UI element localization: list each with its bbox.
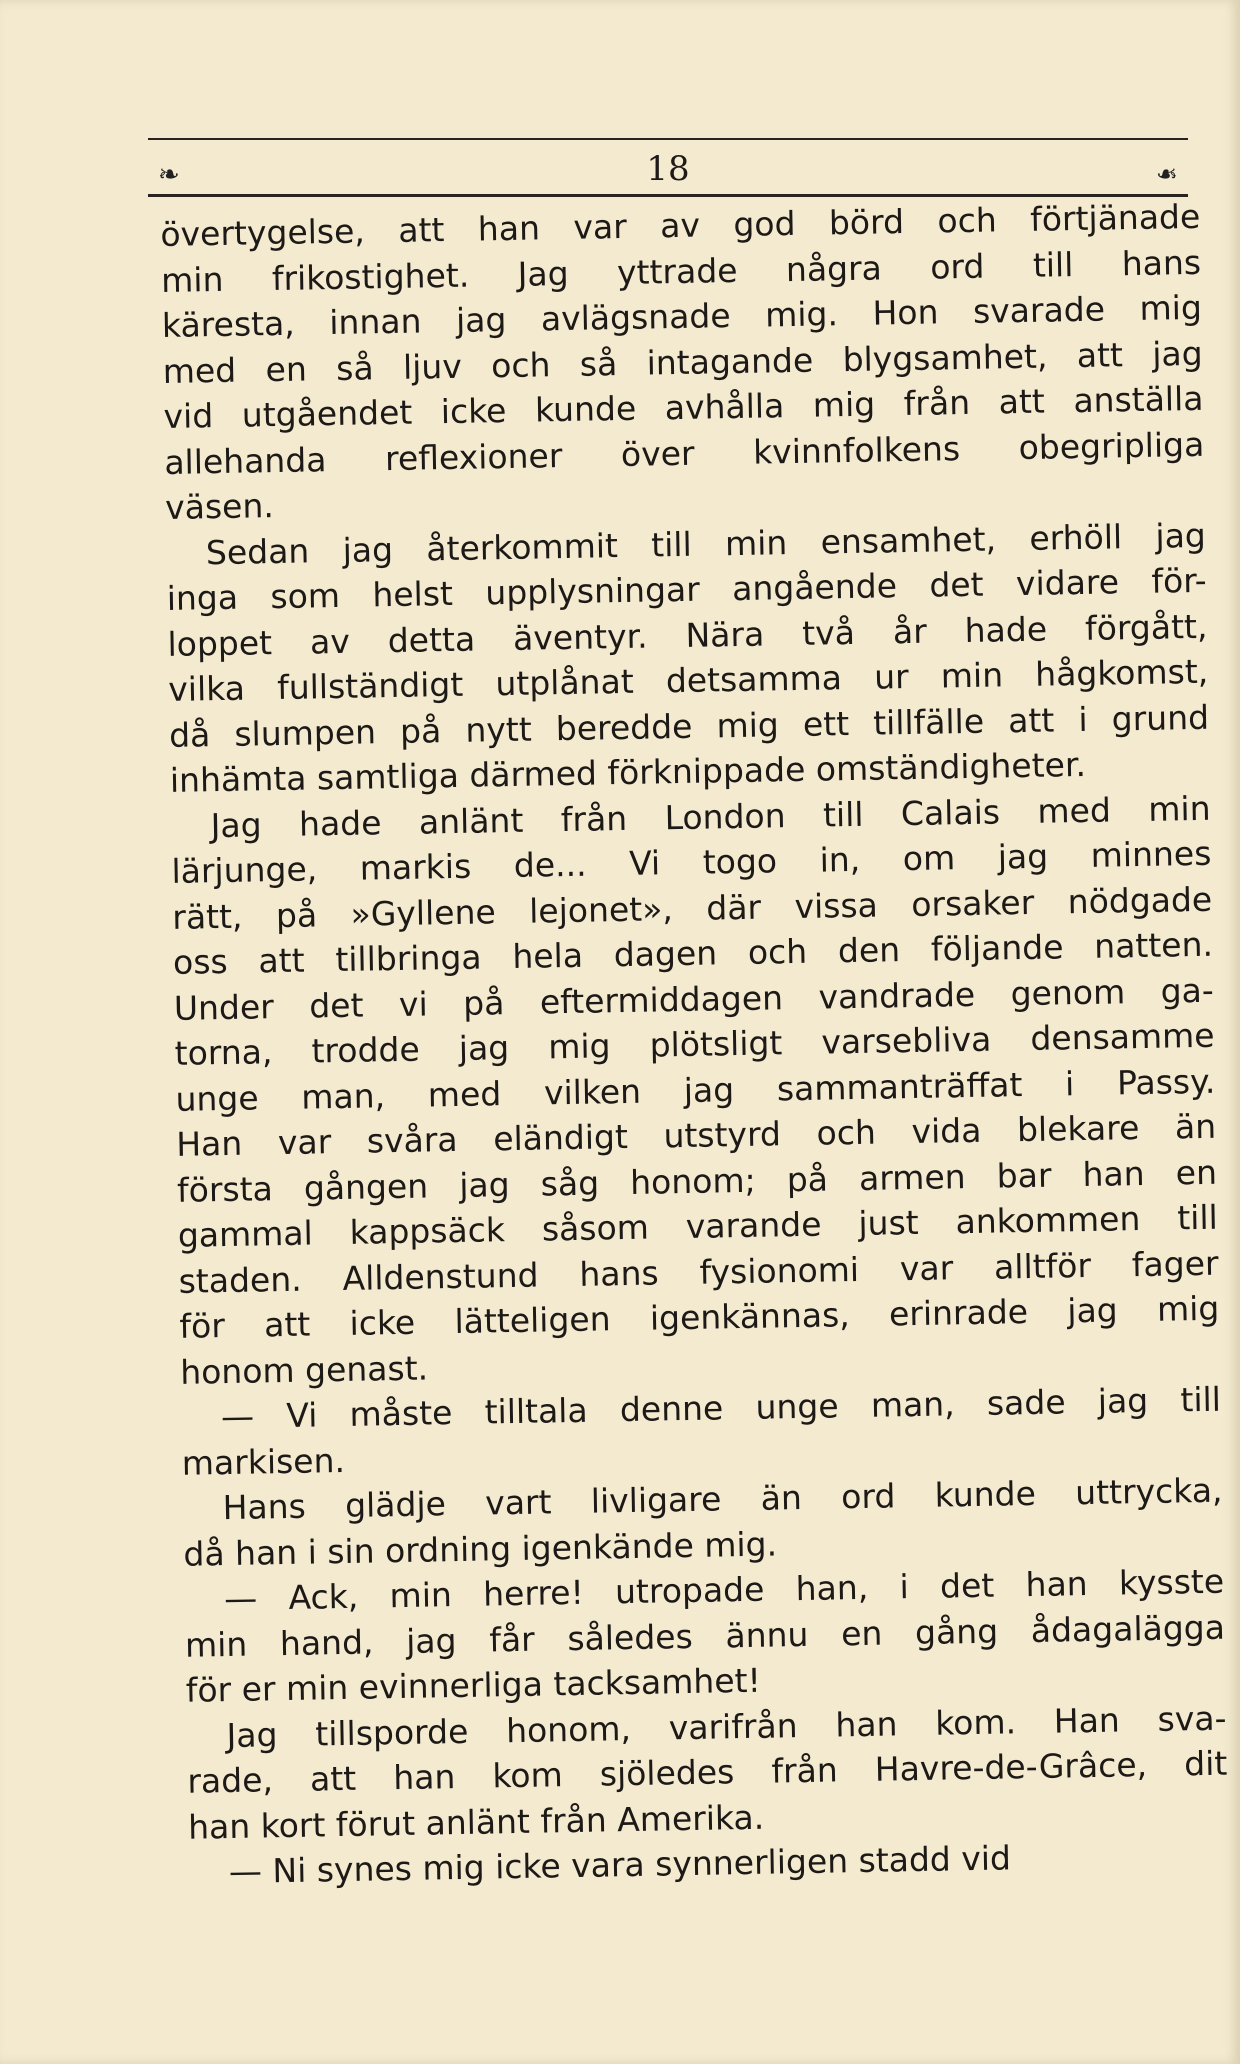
text-line: min frikostighet. Jag yttrade några ord till hans <box>160 242 1202 300</box>
text-line: — Vi måste tilltala denne unge man, sade jag till <box>220 1379 1222 1437</box>
right-ornament-icon: ❧ <box>1156 160 1178 190</box>
text-line: loppet av detta äventyr. Nära två år hade förgått, <box>167 606 1208 664</box>
text-line: markisen. <box>181 1440 346 1483</box>
text-line: vilka fullständigt utplånat detsamma ur min hågkomst, <box>167 651 1209 709</box>
text-line: rade, att han kom sjöledes från Havre-de-Grâce, dit <box>187 1743 1228 1801</box>
paragraph <box>160 194 1205 531</box>
text-line: inga som helst upplysningar angående det vidare för- <box>166 560 1207 618</box>
text-line: Hans glädje vart livligare än ord kunde uttrycka, <box>222 1470 1223 1528</box>
text-line: inhämta samtliga därmed förknippade omständigheter. <box>169 744 1087 800</box>
text-line: första gången jag såg honom; på armen bar han en <box>176 1152 1218 1210</box>
text-line: — Ni synes mig icke vara synnerligen stadd vid <box>228 1838 1012 1892</box>
text-line: torna, trodde jag mig plötsligt varsebliva densamme <box>174 1015 1215 1073</box>
text-line: han kort förut anlänt från Amerika. <box>187 1797 765 1847</box>
text-line: min hand, jag får således ännu en gång ådagalägga <box>184 1607 1226 1665</box>
text-line: Sedan jag återkommit till min ensamhet, erhöll jag <box>205 515 1207 572</box>
left-ornament-icon: ❧ <box>158 160 180 190</box>
text-line: rätt, på »Gyllene lejonet», där vissa orsaker nödgade <box>171 879 1213 937</box>
text-line: då slumpen på nytt beredde mig ett tillfälle att i grund <box>168 697 1210 755</box>
paragraph <box>170 785 1220 1395</box>
text-line: käresta, innan jag avlägsnade mig. Hon svarade mig <box>161 287 1203 345</box>
text-line: staden. Alldenstund hans fysionomi var alltför fager <box>178 1243 1219 1301</box>
text-line: Jag hade anlänt från London till Calais med min <box>210 788 1211 845</box>
paragraph <box>166 512 1211 803</box>
text-line: gammal kappsäck såsom varande just ankommen till <box>177 1197 1219 1255</box>
body-text <box>160 194 1229 1895</box>
text-line: honom genast. <box>179 1348 429 1392</box>
text-line: allehanda reflexioner över kvinnfolkens obegripliga <box>164 424 1205 482</box>
text-line: då han i sin ordning igenkände mig. <box>183 1523 778 1574</box>
text-line: övertygelse, att han var av god börd och förtjänade <box>160 196 1201 254</box>
text-line: lärjunge, markis de... Vi togo in, om jag minnes <box>171 833 1212 891</box>
text-line: unge man, med vilken jag sammanträffat i Passy. <box>175 1061 1216 1119</box>
paragraph <box>184 1559 1226 1714</box>
text-line: oss att tillbringa hela dagen och den följande natten. <box>172 924 1214 982</box>
text-line: väsen. <box>164 486 275 527</box>
text-line: för er min evinnerliga tacksamhet! <box>185 1660 762 1710</box>
paragraph <box>186 1695 1228 1850</box>
text-line: Jag tillsporde honom, varifrån han kom. Han sva- <box>226 1698 1227 1755</box>
text-line: med en så ljuv och så intagande blygsamhet, att jag <box>162 333 1203 391</box>
text-line: — Ack, min herre! utropade han, i det han kysste <box>223 1561 1225 1619</box>
page-number: 18 <box>646 149 690 189</box>
text-line: vid utgåendet icke kunde avhålla mig från att anställa <box>163 378 1204 436</box>
header-rule-top <box>148 138 1188 140</box>
text-line: Han var svåra eländigt utstyrd och vida blekare än <box>175 1106 1217 1164</box>
text-line: för att icke lätteligen igenkännas, erinrade jag mig <box>179 1288 1220 1346</box>
text-line: Under det vi på eftermiddagen vandrade genom ga- <box>173 970 1215 1028</box>
